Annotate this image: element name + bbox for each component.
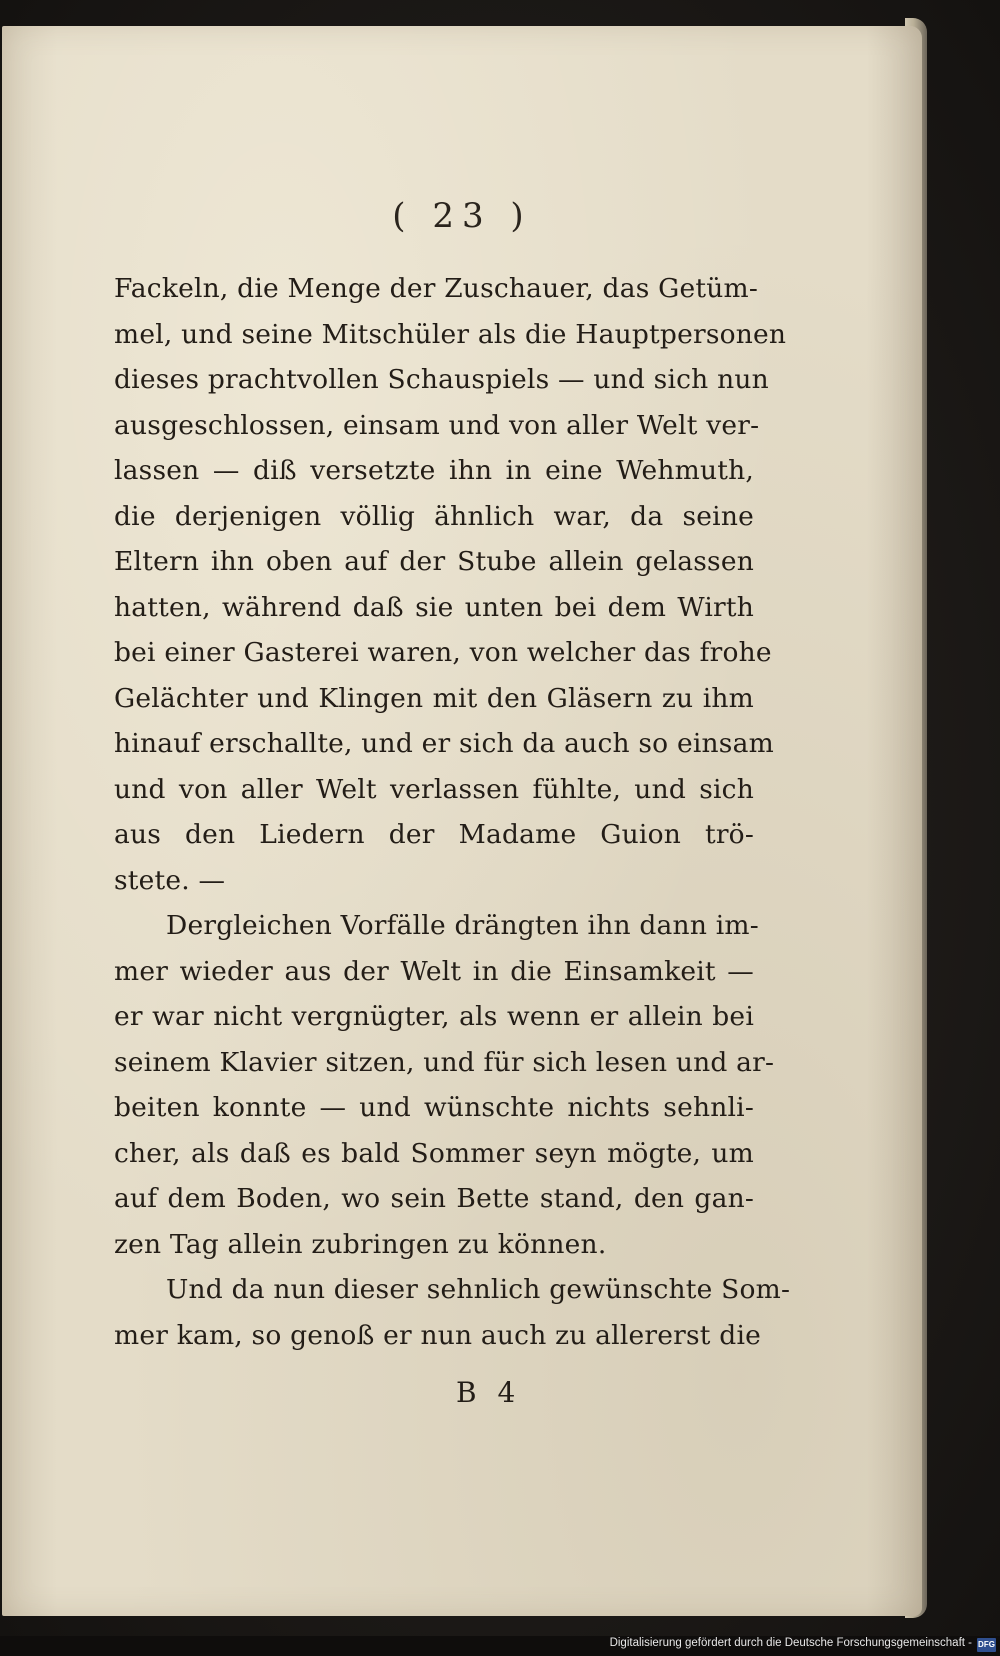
text-line: beiten konnte — und wünschte nichts sehnli- [114, 1092, 754, 1123]
text-line: mer kam, so genoß er nun auch zu allererst die [114, 1319, 761, 1351]
printer-signature: B 4 [456, 1376, 522, 1409]
text-line: Dergleichen Vorfälle drängten ihn dann im- [166, 910, 759, 941]
text-line: lassen — diß versetzte ihn in eine Wehmuth, [114, 455, 754, 486]
book-page [2, 26, 922, 1616]
text-line: mer wieder aus der Welt in die Einsamkeit — [114, 955, 754, 987]
text-line: zen Tag allein zubringen zu können. [114, 1228, 607, 1260]
text-line: stete. — [114, 864, 226, 896]
text-line: hatten, während daß sie unten bei dem Wirth [114, 591, 754, 623]
text-line: seinem Klavier sitzen, und für sich lesen und ar- [114, 1046, 775, 1078]
text-line: Fackeln, die Menge der Zuschauer, das Getüm- [114, 273, 758, 304]
text-line: hinauf erschallte, und er sich da auch so einsam [114, 728, 774, 759]
text-line: Und da nun dieser sehnlich gewünschte Som- [166, 1274, 791, 1305]
text-line: auf dem Boden, wo sein Bette stand, den gan- [114, 1183, 754, 1214]
text-line: dieses prachtvollen Schauspiels — und sich nun [114, 364, 769, 395]
text-line: mel, und seine Mitschüler als die Hauptpersonen [114, 318, 787, 350]
funding-credit: Digitalisierung gefördert durch die Deutsche Forschungsgemeinschaft - [609, 1637, 972, 1649]
text-line: aus den Liedern der Madame Guion trö- [114, 819, 754, 850]
text-line: Eltern ihn oben auf der Stube allein gelassen [114, 546, 754, 577]
text-line: cher, als daß es bald Sommer seyn mögte, um [114, 1137, 754, 1169]
body-text [114, 266, 791, 1358]
page-number-header: ( 23 ) [392, 196, 532, 236]
dfg-logo-icon: DFG [977, 1638, 996, 1652]
text-line: ausgeschlossen, einsam und von aller Welt ver- [114, 409, 760, 441]
text-line: er war nicht vergnügter, als wenn er allein bei [114, 1001, 754, 1032]
text-line: bei einer Gasterei waren, von welcher das frohe [114, 637, 772, 668]
text-line: Gelächter und Klingen mit den Gläsern zu ihm [114, 682, 754, 714]
text-line: die derjenigen völlig ähnlich war, da seine [114, 500, 754, 532]
text-line: und von aller Welt verlassen fühlte, und sich [114, 773, 754, 805]
